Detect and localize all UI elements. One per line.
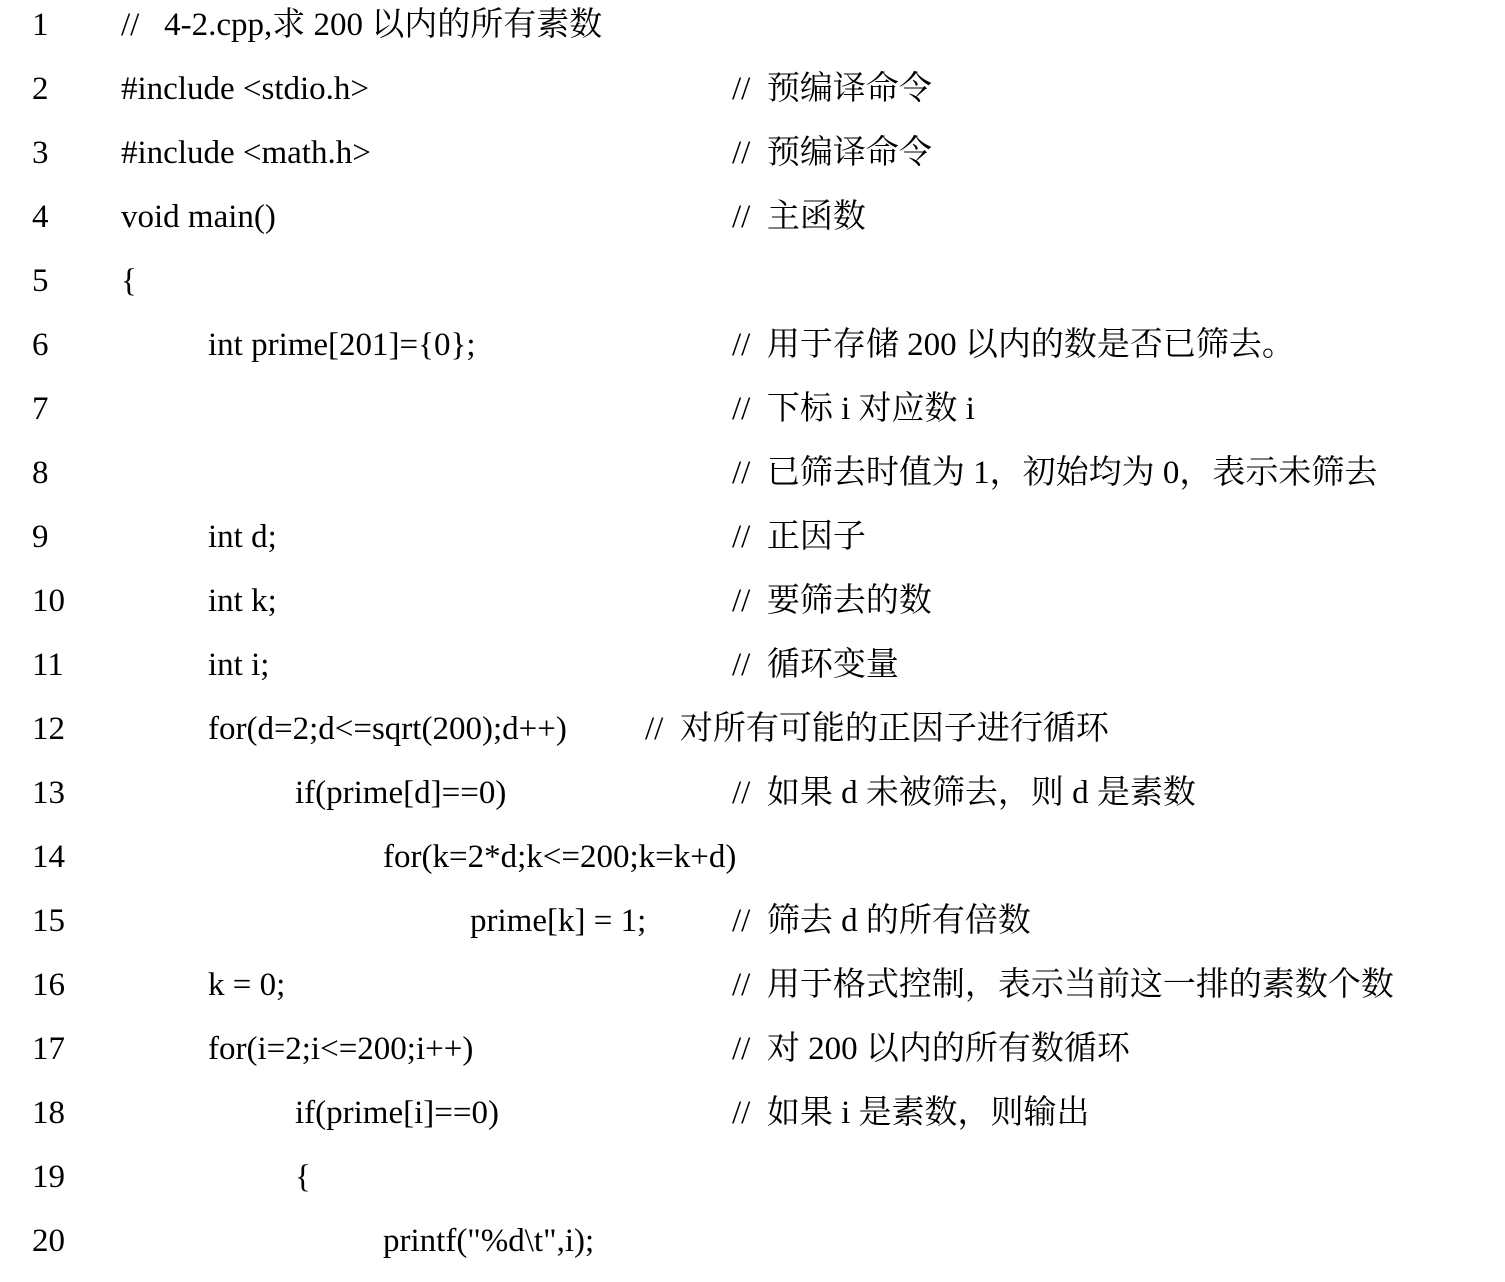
line-number: 15 (32, 903, 65, 939)
code-text: int d; (208, 519, 277, 555)
code-line-6 (0, 322, 1505, 386)
line-number: 13 (32, 775, 65, 811)
code-comment: // 正因子 (732, 519, 866, 555)
code-comment: // 预编译命令 (732, 71, 932, 107)
code-line-4 (0, 194, 1505, 258)
code-line-10 (0, 578, 1505, 642)
code-comment: // 对 200 以内的所有数循环 (732, 1031, 1130, 1067)
code-comment: // 如果 i 是素数，则输出 (732, 1095, 1090, 1131)
code-text: { (295, 1159, 311, 1195)
code-text: if(prime[i]==0) (295, 1095, 499, 1131)
line-number: 16 (32, 967, 65, 1003)
code-text: printf("%d\t",i); (383, 1223, 595, 1259)
code-comment: // 用于格式控制，表示当前这一排的素数个数 (732, 967, 1394, 1003)
code-line-11 (0, 642, 1505, 706)
line-number: 7 (32, 391, 49, 427)
line-number: 18 (32, 1095, 65, 1131)
line-number: 14 (32, 839, 65, 875)
line-number: 8 (32, 455, 49, 491)
code-comment: // 对所有可能的正因子进行循环 (645, 711, 1109, 747)
line-number: 1 (32, 7, 49, 43)
code-line-7 (0, 386, 1505, 450)
code-text: #include <math.h> (121, 135, 371, 171)
code-line-8 (0, 450, 1505, 514)
code-line-15 (0, 898, 1505, 962)
code-line-19 (0, 1154, 1505, 1218)
code-comment: // 筛去 d 的所有倍数 (732, 903, 1031, 939)
code-comment: // 如果 d 未被筛去，则 d 是素数 (732, 775, 1196, 811)
code-text: // 4-2.cpp,求 200 以内的所有素数 (121, 7, 603, 43)
line-number: 12 (32, 711, 65, 747)
code-line-9 (0, 514, 1505, 578)
line-number: 10 (32, 583, 65, 619)
code-text: for(d=2;d<=sqrt(200);d++) (208, 711, 567, 747)
code-line-1 (0, 2, 1505, 66)
line-number: 4 (32, 199, 49, 235)
line-number: 17 (32, 1031, 65, 1067)
code-line-12 (0, 706, 1505, 770)
code-line-16 (0, 962, 1505, 1026)
line-number: 6 (32, 327, 49, 363)
code-text: prime[k] = 1; (470, 903, 647, 939)
code-comment: // 主函数 (732, 199, 866, 235)
code-comment: // 预编译命令 (732, 135, 932, 171)
code-comment: // 要筛去的数 (732, 583, 932, 619)
code-comment: // 用于存储 200 以内的数是否已筛去。 (732, 327, 1295, 363)
code-comment: // 下标 i 对应数 i (732, 391, 975, 427)
code-text: int i; (208, 647, 270, 683)
code-line-2 (0, 66, 1505, 130)
code-line-13 (0, 770, 1505, 834)
line-number: 5 (32, 263, 49, 299)
code-text: if(prime[d]==0) (295, 775, 507, 811)
code-line-18 (0, 1090, 1505, 1154)
code-text: { (121, 263, 137, 299)
code-comment: // 循环变量 (732, 647, 899, 683)
code-line-17 (0, 1026, 1505, 1090)
code-line-3 (0, 130, 1505, 194)
line-number: 3 (32, 135, 49, 171)
code-text: k = 0; (208, 967, 286, 1003)
code-line-14 (0, 834, 1505, 898)
code-text: #include <stdio.h> (121, 71, 370, 107)
line-number: 9 (32, 519, 49, 555)
code-text: for(k=2*d;k<=200;k=k+d) (383, 839, 737, 875)
code-comment: // 已筛去时值为 1，初始均为 0，表示未筛去 (732, 455, 1378, 491)
code-line-5 (0, 258, 1505, 322)
code-text: void main() (121, 199, 276, 235)
code-text: for(i=2;i<=200;i++) (208, 1031, 474, 1067)
line-number: 11 (32, 647, 64, 683)
line-number: 20 (32, 1223, 65, 1259)
code-text: int prime[201]={0}; (208, 327, 476, 363)
code-text: int k; (208, 583, 277, 619)
code-line-20 (0, 1218, 1505, 1282)
line-number: 19 (32, 1159, 65, 1195)
line-number: 2 (32, 71, 49, 107)
